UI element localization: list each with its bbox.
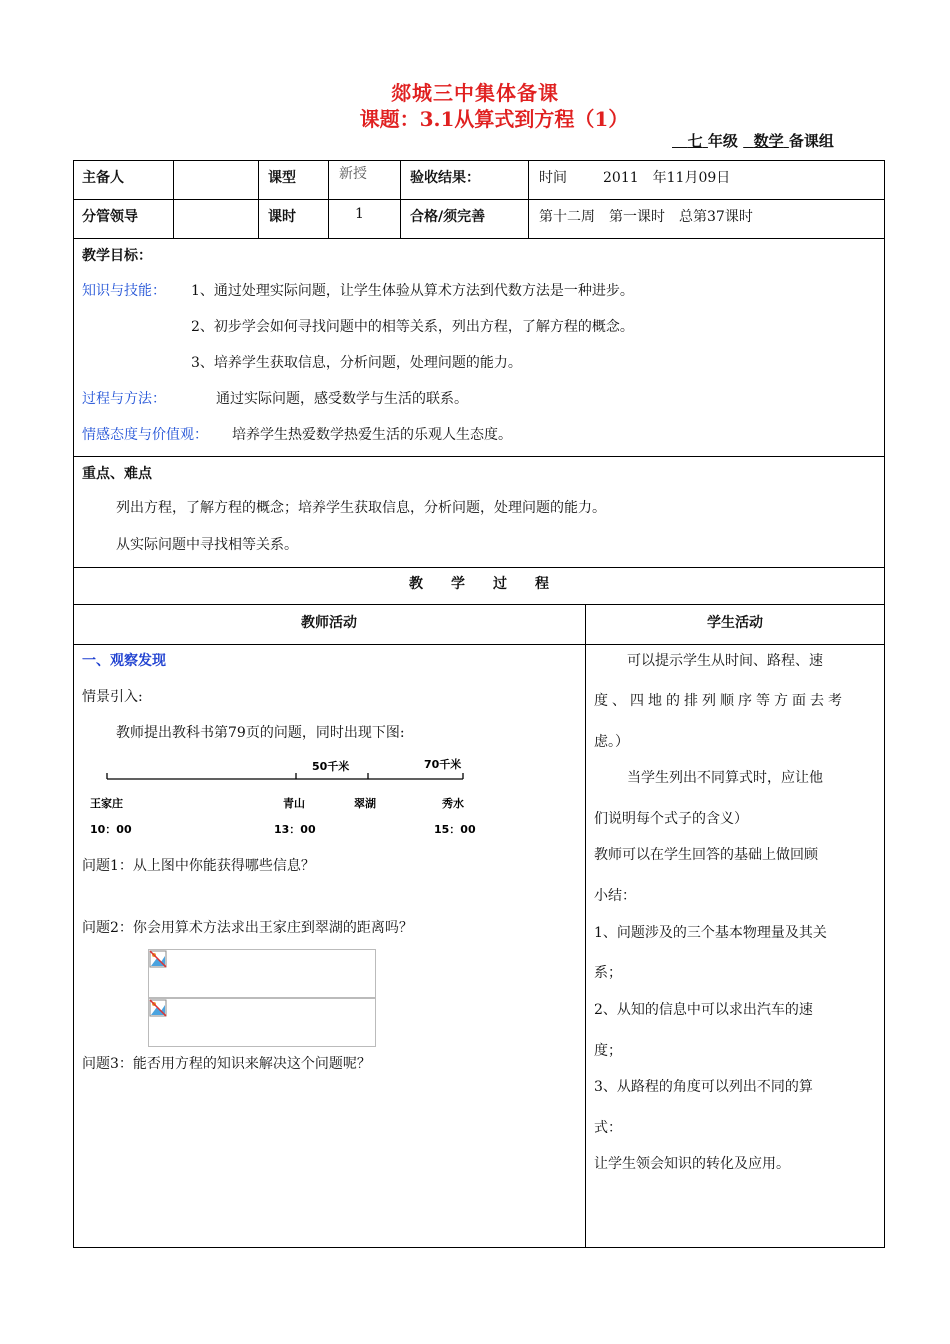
period-label: 课时 [268, 209, 296, 225]
broken-image-icon [149, 999, 167, 1017]
goals-heading: 教学目标： [82, 248, 152, 264]
row-divider [73, 456, 885, 457]
keypoints-heading: 重点、难点 [82, 466, 152, 482]
knowledge-item: 2、初步学会如何寻找问题中的相等关系，列出方程，了解方程的概念。 [191, 319, 634, 335]
row-divider [73, 199, 885, 200]
attitude-text: 培养学生热爱数学热爱生活的乐观人生态度。 [232, 427, 512, 443]
row-divider [73, 604, 885, 605]
process-text: 通过实际问题，感受数学与生活的联系。 [216, 391, 468, 407]
row-divider [73, 567, 885, 568]
student-line: 度、四地的排列顺序等方面去考 [594, 693, 846, 709]
intro-text: 教师提出教科书第79页的问题，同时出现下图: [116, 725, 405, 741]
group-suffix: 备课组 [788, 132, 834, 150]
grade-value: 七 [687, 132, 703, 150]
attitude-label: 情感态度与价值观： [82, 427, 208, 443]
speed-label-1: 50千米 [312, 760, 350, 773]
student-line: 可以提示学生从时间、路程、速 [627, 653, 823, 669]
preparer-label: 主备人 [82, 170, 124, 186]
type-label: 课型 [268, 170, 296, 186]
student-activity-heading: 学生活动 [707, 615, 763, 631]
row-divider [73, 644, 885, 645]
place-qingshan: 青山 [283, 797, 305, 810]
route-diagram [80, 752, 500, 842]
col-divider [173, 160, 174, 238]
student-line: 度； [594, 1043, 622, 1059]
place-cuihu: 翠湖 [354, 797, 376, 810]
process-label: 过程与方法： [82, 391, 166, 407]
col-divider [258, 160, 259, 238]
observe-section-title: 一、观察发现 [82, 653, 166, 669]
student-line: 教师可以在学生回答的基础上做回顾 [594, 847, 818, 863]
question-2: 问题2：你会用算术方法求出王家庄到翠湖的距离吗？ [82, 920, 413, 936]
question-3: 问题3：能否用方程的知识来解决这个问题呢？ [82, 1056, 371, 1072]
time-label-qingshan: 13：00 [274, 823, 316, 836]
result-label: 合格/须完善 [410, 209, 486, 225]
time-label: 时间 [539, 170, 567, 186]
knowledge-label: 知识与技能： [82, 283, 166, 299]
teacher-activity-heading: 教师活动 [301, 615, 357, 631]
formula-image-placeholder [148, 998, 376, 1047]
col-divider [400, 160, 401, 238]
subject-value: 数学 [753, 132, 784, 150]
place-xiushui: 秀水 [442, 797, 464, 810]
leader-label: 分管领导 [82, 209, 138, 225]
time-value: 2011 年11月09日 [603, 170, 731, 186]
col-divider [585, 604, 586, 1248]
place-wangjiazhuang: 王家庄 [90, 797, 123, 810]
col-divider [328, 160, 329, 238]
speed-label-2: 70千米 [424, 758, 462, 771]
row-divider [73, 238, 885, 239]
type-value: 新授 [339, 166, 367, 182]
student-line: 当学生列出不同算式时，应让他 [627, 770, 823, 786]
school-title: 郯城三中集体备课 [391, 81, 559, 105]
check-label: 验收结果： [410, 170, 480, 186]
question-1: 问题1：从上图中你能获得哪些信息？ [82, 858, 315, 874]
student-line: 小结： [594, 888, 636, 904]
student-line: 系； [594, 965, 622, 981]
grade-line [672, 130, 834, 151]
grade-suffix: 年级 [707, 132, 738, 150]
time-label-xiushui: 15：00 [434, 823, 476, 836]
student-line: 让学生领会知识的转化及应用。 [594, 1156, 790, 1172]
student-line: 1、问题涉及的三个基本物理量及其关 [594, 925, 827, 941]
student-line: 3、从路程的角度可以列出不同的算 [594, 1079, 813, 1095]
time-label-start: 10：00 [90, 823, 132, 836]
keypoints-line: 列出方程，了解方程的概念；培养学生获取信息，分析问题，处理问题的能力。 [116, 500, 606, 516]
student-line: 虑。） [594, 734, 629, 750]
col-divider [528, 160, 529, 238]
student-line: 2、从知的信息中可以求出汽车的速 [594, 1002, 813, 1018]
schedule-value: 第十二周 第一课时 总第37课时 [539, 209, 753, 225]
knowledge-item: 1、通过处理实际问题，让学生体验从算术方法到代数方法是一种进步。 [191, 283, 634, 299]
formula-image-placeholder [148, 949, 376, 998]
process-heading: 教 学 过 程 [409, 576, 549, 592]
knowledge-item: 3、培养学生获取信息，分析问题，处理问题的能力。 [191, 355, 522, 371]
broken-image-icon [149, 950, 167, 968]
student-line: 式： [594, 1120, 622, 1136]
student-line: 们说明每个式子的含义） [594, 811, 748, 827]
period-value: 1 [355, 206, 364, 222]
scene-intro: 情景引入: [82, 689, 143, 705]
lesson-title: 课题：3.1从算式到方程（1） [359, 107, 629, 131]
keypoints-line: 从实际问题中寻找相等关系。 [116, 537, 298, 553]
